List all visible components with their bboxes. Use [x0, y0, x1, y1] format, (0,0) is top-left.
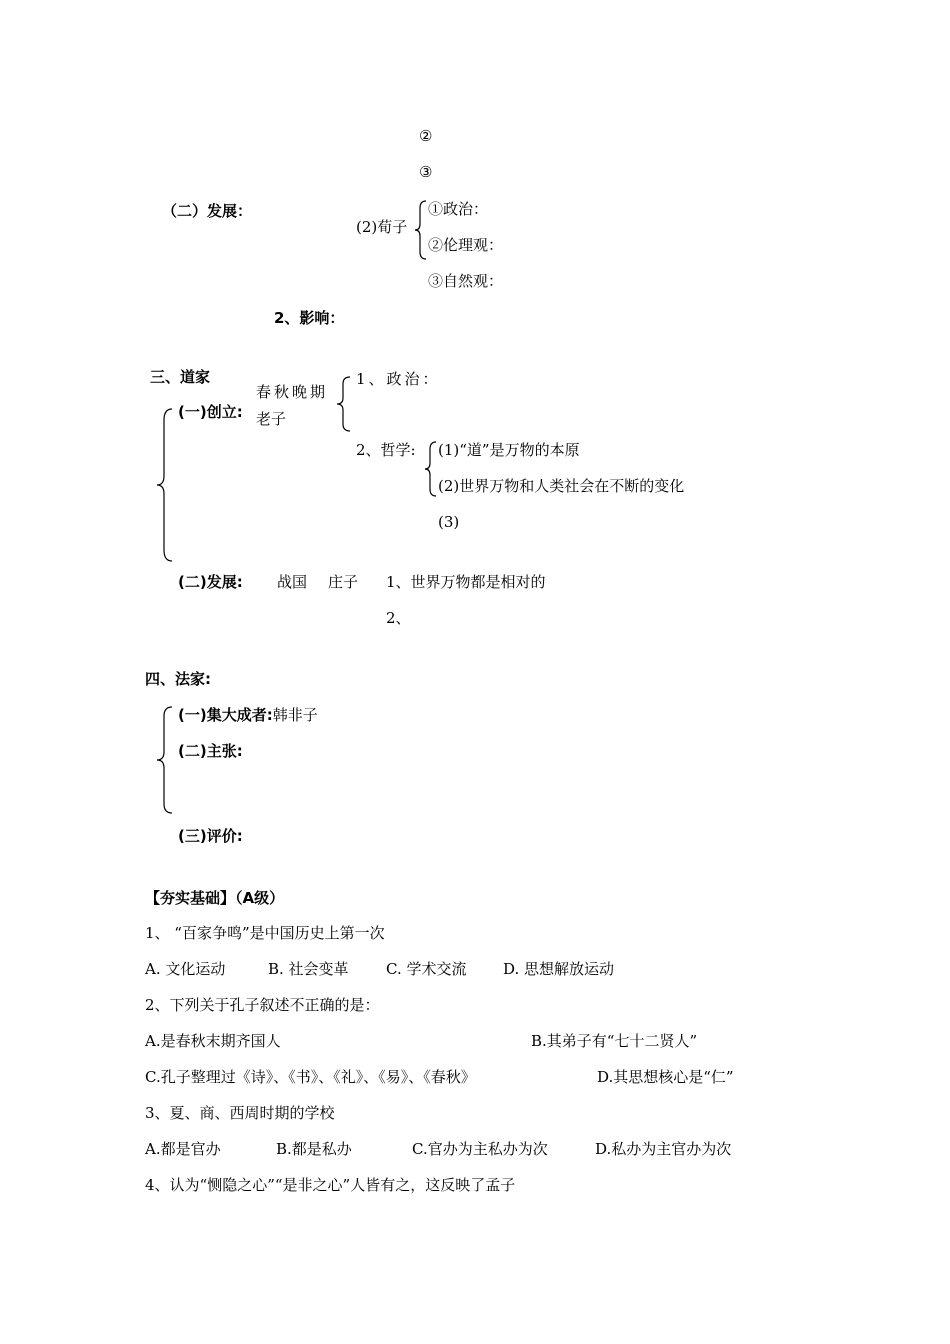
daoism-philosophy: 2、哲学: [356, 441, 416, 459]
daoism-founder: 老子 [256, 410, 287, 428]
question-2-option-c: C.孔子整理过《诗》、《书》、《礼》、《易》、《春秋》 [145, 1068, 476, 1086]
xunzi-ethics: ②伦理观： [428, 236, 504, 254]
daoism-brace [156, 408, 174, 562]
question-1: 1、 “百家争鸣”是中国历史上第一次 [145, 924, 385, 942]
legalism-brace [156, 706, 174, 814]
philosophy-point-1: (1)“道”是万物的本原 [438, 441, 580, 459]
question-3-option-d: D.私办为主官办为次 [595, 1140, 732, 1158]
daoism-era: 春秋晚期 [256, 383, 329, 401]
xunzi-label: (2)荀子 [356, 218, 408, 236]
daoism-heading: 三、道家 [150, 368, 211, 386]
daoism-development-point-2: 2、 [386, 609, 411, 627]
outline-item-2: ② [419, 127, 433, 145]
xunzi-politics: ①政治： [428, 200, 489, 218]
question-2: 2、下列关于孔子叙述不正确的是： [145, 996, 380, 1014]
development-label: （二）发展： [162, 202, 253, 220]
legalism-master-name: 韩非子 [272, 706, 318, 724]
daoism-development-point-1: 1、世界万物都是相对的 [386, 573, 546, 591]
question-1-option-d: D. 思想解放运动 [503, 960, 615, 978]
daoism-development-era: 战国 [277, 573, 308, 591]
question-3-option-b: B.都是私办 [276, 1140, 352, 1158]
daoism-development-label: (二)发展: [178, 573, 243, 591]
question-4: 4、认为“恻隐之心”“是非之心”人皆有之，这反映了孟子 [145, 1176, 516, 1194]
question-3-option-c: C.官办为主私办为次 [412, 1140, 548, 1158]
question-2-option-b: B.其弟子有“七十二贤人” [531, 1032, 698, 1050]
philosophy-point-2: (2)世界万物和人类社会在不断的变化 [438, 477, 685, 495]
legalism-master-label: (一)集大成者: [178, 706, 273, 724]
legalism-evaluation: (三)评价: [178, 827, 243, 845]
influence-label: 2、影响： [274, 309, 345, 327]
philosophy-brace [424, 441, 438, 497]
xunzi-brace [414, 200, 428, 260]
question-1-option-c: C. 学术交流 [386, 960, 467, 978]
legalism-master [178, 705, 318, 725]
question-3-option-a: A.都是官办 [145, 1140, 221, 1158]
question-1-option-a: A. 文化运动 [145, 960, 226, 978]
question-1-option-b: B. 社会变革 [268, 960, 349, 978]
legalism-heading: 四、法家: [145, 670, 211, 688]
xunzi-nature: ③自然观： [428, 272, 504, 290]
philosophy-point-3: (3) [438, 513, 460, 531]
question-3: 3、夏、商、西周时期的学校 [145, 1104, 335, 1122]
daoism-founding-label: (一)创立: [178, 403, 243, 421]
legalism-claims: (二)主张: [178, 742, 243, 760]
question-2-option-d: D.其思想核心是“仁” [597, 1068, 734, 1086]
question-2-option-a: A.是春秋末期齐国人 [145, 1032, 281, 1050]
exercise-heading: 【夯实基础】（A级） [145, 889, 285, 907]
outline-item-3: ③ [419, 163, 433, 181]
daoism-politics: 1、政治： [356, 370, 441, 388]
daoism-development-person: 庄子 [328, 573, 359, 591]
founding-brace [336, 376, 352, 432]
